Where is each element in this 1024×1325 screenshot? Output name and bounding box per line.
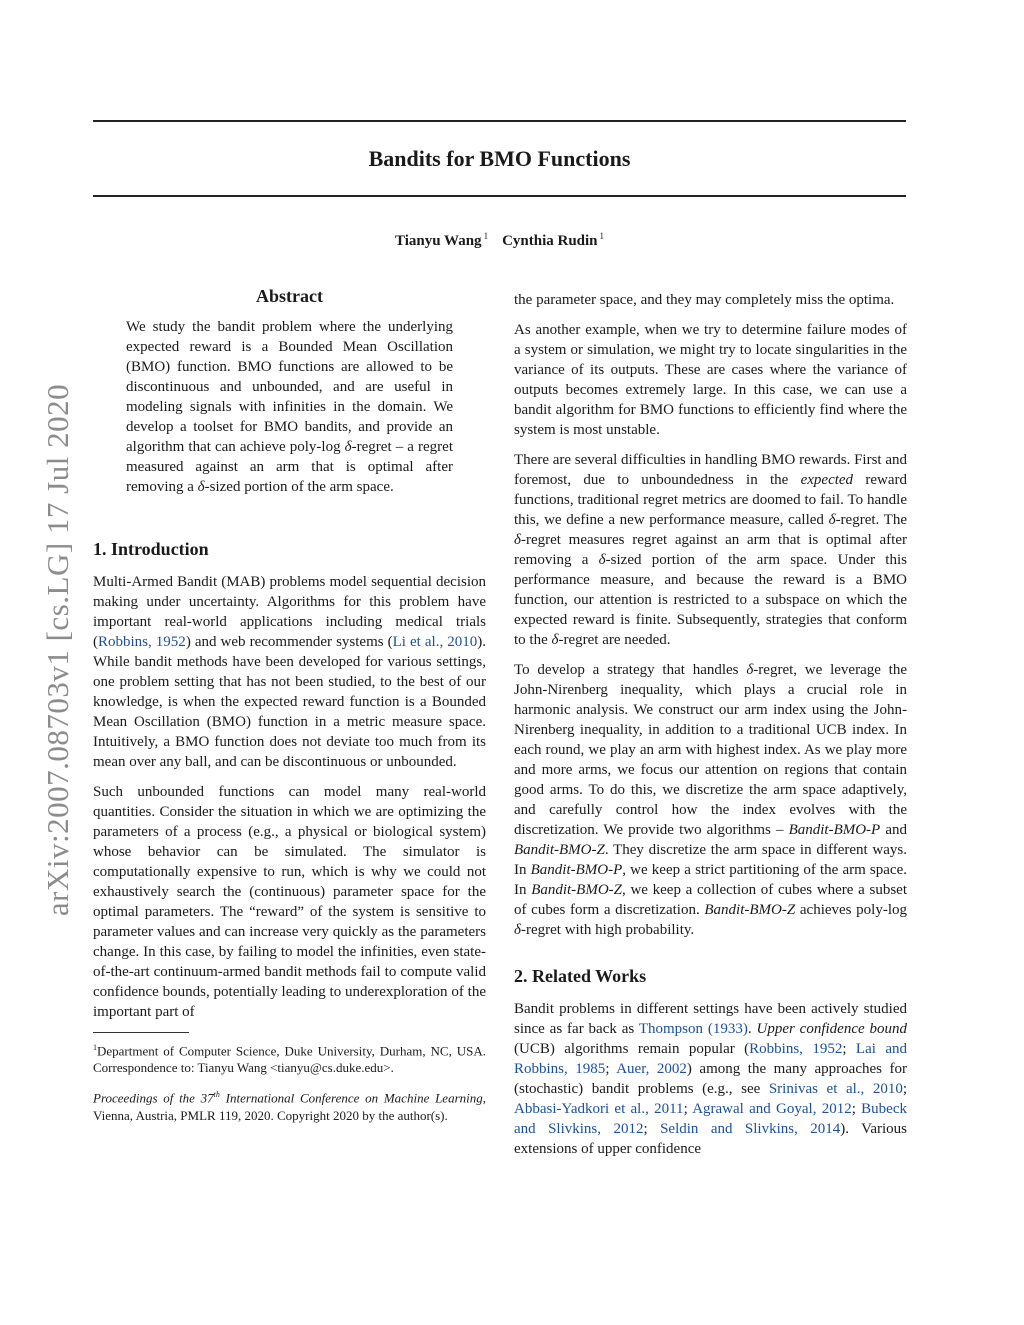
- citation-link[interactable]: Srinivas et al., 2010: [768, 1081, 903, 1097]
- related-paragraph-1: Bandit problems in different settings have been actively studied since as far back as Thompson (1933). Upper confidence bound (UCB) algorithms remain popular (Robbins, 1952; Lai and Robbins, 1985; Auer, 2002) among the many approaches for (stochastic) bandit problems (e.g., see Srinivas et al., 2010; Abbasi-Yadkori et al., 2011; Agrawal and Goyal, 2012; Bubeck and Slivkins, 2012; Seldin and Slivkins, 2014). Various extensions of upper confidence: [514, 1001, 908, 1157]
- author-affiliation-mark: 1: [599, 231, 605, 241]
- intro-paragraph-5: To develop a strategy that handles δ-regret, we leverage the John-Nirenberg inequality, which plays a crucial role in harmonic analysis. We construct our arm index using the John-Nirenberg inequality, in addition to a traditional UCB index. In each round, we play an arm with highest index. As we play more and more arms, we focus our attention on regions that contain good arms. To do this, we discretize the arm space adaptively, and carefully control how the index evolves with the discretization. We provide two algorithms – Bandit-BMO-P and Bandit-BMO-Z. They discretize the arm space in different ways. In Bandit-BMO-P, we keep a strict partitioning of the arm space. In Bandit-BMO-Z, we keep a collection of cubes where a subset of cubes form a discretization. Bandit-BMO-Z achieves poly-log δ-regret with high probability.: [514, 662, 908, 938]
- citation-link[interactable]: Lai and Robbins, 1985: [514, 1041, 907, 1077]
- citation-link[interactable]: Robbins, 1952: [98, 634, 186, 650]
- arxiv-identifier: arXiv:2007.08703v1 [cs.LG] 17 Jul 2020: [40, 383, 75, 917]
- left-column: [93, 286, 486, 1134]
- intro-paragraph-3: As another example, when we try to determine failure modes of a system or simulation, we might try to locate singularities in the variance of its outputs. These are cases where the variance of outputs becomes extremely large. In this case, we can use a bandit algorithm for BMO functions to efficiently find where the system is most unstable.: [514, 322, 907, 438]
- author-name: Cynthia Rudin: [502, 233, 598, 249]
- title-bottom-rule: [93, 195, 906, 197]
- citation-link[interactable]: Agrawal and Goyal, 2012: [692, 1101, 852, 1117]
- citation-link[interactable]: Auer, 2002: [616, 1061, 687, 1077]
- title-top-rule: [93, 120, 906, 122]
- citation-link[interactable]: Robbins, 1952: [749, 1041, 843, 1057]
- section-heading-related-works: 2. Related Works: [514, 966, 647, 986]
- citation-link[interactable]: Li et al., 2010: [392, 634, 478, 650]
- intro-paragraph-2-continued: the parameter space, and they may completely miss the optima.: [514, 292, 895, 308]
- author-affiliation-mark: 1: [483, 231, 489, 241]
- right-column: [514, 290, 907, 1169]
- abstract-body: [126, 317, 453, 497]
- footnote-affiliation: $^1$Department of Computer Science, Duke University, Durham, NC, USA. Correspondence to: Tianyu Wang <tianyu@cs.duke.edu>.: [93, 1043, 486, 1076]
- citation-link[interactable]: Seldin and Slivkins, 2014: [660, 1121, 841, 1137]
- intro-paragraph-2: Such unbounded functions can model many real-world quantities. Consider the situation in which we are optimizing the parameters of a process (e.g., a physical or biological system) whose behavior can be simulated. The simulator is computationally expensive to run, which is why we could not exhaustively search the (continuous) parameter space for the optimal parameters. The “reward” of the system is sensitive to parameter values and can increase very quickly as the parameters change. In this case, by failing to model the infinities, even state-of-the-art continuum-armed bandit methods fail to compute valid confidence bounds, potentially leading to underexploration of the important part of: [93, 784, 486, 1020]
- intro-paragraph-4: There are several difficulties in handling BMO rewards. First and foremost, due to unboundedness in the expected reward functions, traditional regret metrics are doomed to fail. To handle this, we define a new performance measure, called δ-regret. The δ-regret measures regret against an arm that is optimal after removing a δ-sized portion of the arm space. Under this performance measure, and because the reward is a BMO function, our attention is restricted to a subspace on which the expected reward is finite. Subsequently, strategies that conform to the δ-regret are needed.: [514, 452, 907, 648]
- footnote-proceedings: Proceedings of the 37th International Conference on Machine Learning, Vienna, Austria, PMLR 119, 2020. Copyright 2020 by the author(s).: [93, 1090, 486, 1123]
- citation-link[interactable]: Bubeck and Slivkins, 2012: [514, 1101, 907, 1137]
- paper-title: Bandits for BMO Functions: [368, 146, 631, 171]
- abstract-heading: Abstract: [256, 286, 323, 306]
- citation-link[interactable]: Thompson (1933): [638, 1021, 748, 1037]
- citation-link[interactable]: Abbasi-Yadkori et al., 2011: [514, 1101, 684, 1117]
- footnote-divider: [93, 1032, 189, 1033]
- section-heading-introduction: 1. Introduction: [93, 539, 209, 559]
- author-name: Tianyu Wang: [394, 233, 482, 249]
- intro-paragraph-1: Multi-Armed Bandit (MAB) problems model sequential decision making under uncertainty. Algorithms for this problem have important real-world applications including medical trials (Robbins, 1952) and web recommender systems (Li et al., 2010). While bandit methods have been developed for various settings, one problem setting that has not been studied, to the best of our knowledge, is when the expected reward function is a Bounded Mean Oscillation (BMO) function in a metric measure space. Intuitively, a BMO function does not deviate too much from its mean over any ball, and can be discontinuous or unbounded.: [93, 574, 487, 770]
- author-list: [93, 231, 906, 250]
- abstract-paragraph: We study the bandit problem where the underlying expected reward is a Bounded Mean Oscillation (BMO) function. BMO functions are allowed to be discontinuous and unbounded, and are useful in modeling signals with infinities in the domain. We develop a toolset for BMO bandits, and provide an algorithm that can achieve poly-log δ-regret – a regret measured against an arm that is optimal after removing a δ-sized portion of the arm space.: [126, 319, 453, 495]
